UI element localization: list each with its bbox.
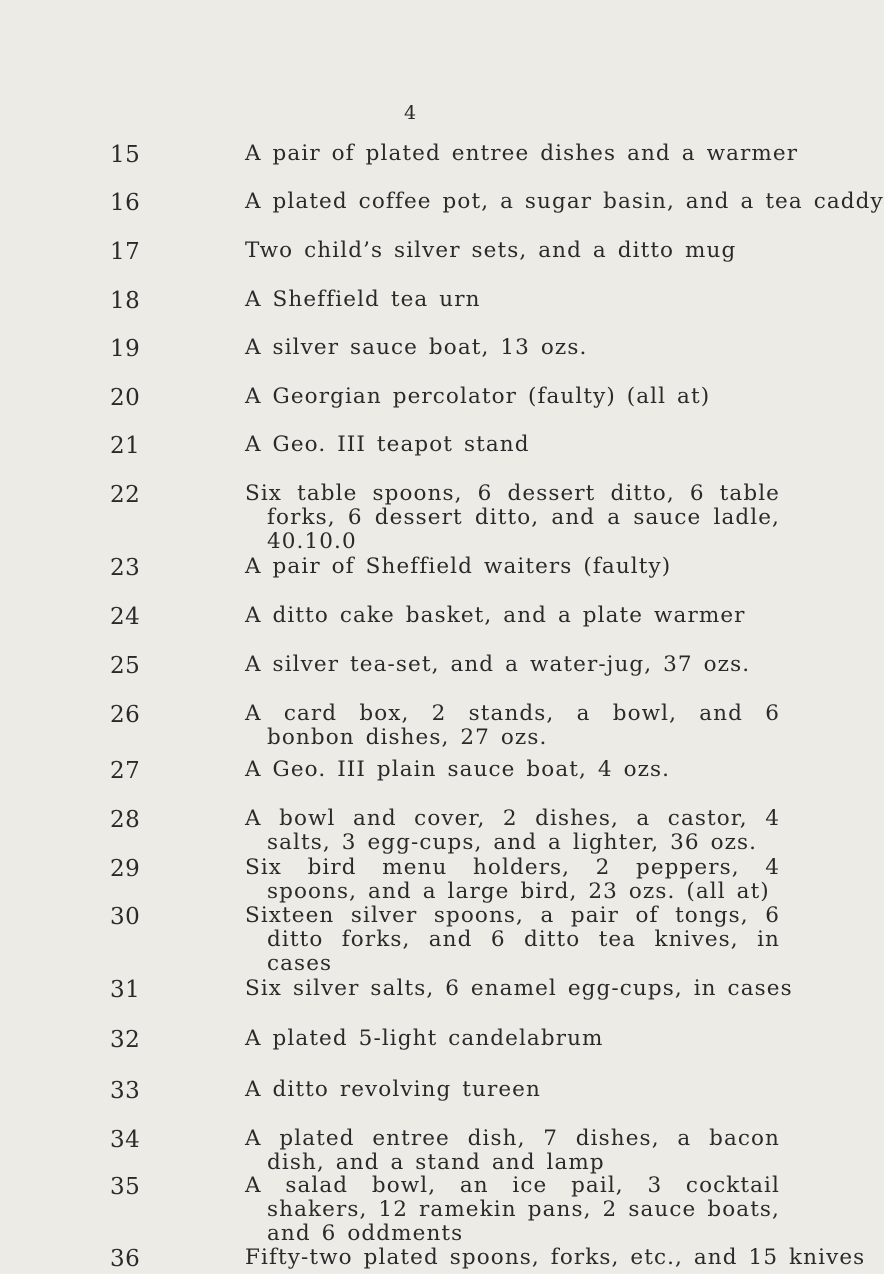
lot-description: A salad bowl, an ice pail, 3 cocktail shakers, 12 ramekin pans, 2 sauce boats, and 6 oddments bbox=[245, 1173, 780, 1246]
lot-description: A plated coffee pot, a sugar basin, and a tea caddy bbox=[245, 189, 884, 214]
lot-description: A ditto cake basket, and a plate warmer bbox=[245, 603, 746, 628]
lot-description: A bowl and cover, 2 dishes, a castor, 4 salts, 3 egg-cups, and a lighter, 36 ozs. bbox=[245, 806, 780, 855]
lot-number: 31 bbox=[110, 977, 141, 1003]
lot-description: Fifty-two plated spoons, forks, etc., and 15 knives bbox=[245, 1245, 866, 1270]
lot-number: 26 bbox=[110, 702, 141, 728]
page-number: 4 bbox=[404, 102, 417, 124]
lot-description: A ditto revolving tureen bbox=[245, 1077, 541, 1102]
lot-description: A plated 5-light candelabrum bbox=[245, 1026, 604, 1051]
lot-description: A Geo. III teapot stand bbox=[245, 432, 530, 457]
lot-description: A silver tea-set, and a water-jug, 37 ozs. bbox=[245, 652, 751, 677]
lot-number: 23 bbox=[110, 555, 141, 581]
lot-number: 24 bbox=[110, 604, 141, 630]
lot-number: 33 bbox=[110, 1078, 141, 1104]
lot-description: Sixteen silver spoons, a pair of tongs, 6 ditto forks, and 6 ditto tea knives, in cases bbox=[245, 903, 780, 976]
lot-number: 16 bbox=[110, 190, 141, 216]
lot-number: 36 bbox=[110, 1246, 141, 1272]
lot-description: A Georgian percolator (faulty) (all at) bbox=[245, 384, 711, 409]
lot-number: 34 bbox=[110, 1127, 141, 1153]
lot-description: A Geo. III plain sauce boat, 4 ozs. bbox=[245, 757, 671, 782]
lot-number: 20 bbox=[110, 385, 141, 411]
lot-number: 25 bbox=[110, 653, 141, 679]
lot-description: A pair of plated entree dishes and a warmer bbox=[245, 141, 799, 166]
lot-number: 15 bbox=[110, 142, 141, 168]
lot-description: A card box, 2 stands, a bowl, and 6 bonbon dishes, 27 ozs. bbox=[245, 701, 780, 750]
lot-number: 21 bbox=[110, 433, 141, 459]
lot-number: 19 bbox=[110, 336, 141, 362]
lot-description: A silver sauce boat, 13 ozs. bbox=[245, 335, 588, 360]
lot-description: A plated entree dish, 7 dishes, a bacon dish, and a stand and lamp bbox=[245, 1126, 780, 1175]
lot-number: 27 bbox=[110, 758, 141, 784]
lot-description: Six bird menu holders, 2 peppers, 4 spoons, and a large bird, 23 ozs. (all at) bbox=[245, 855, 780, 904]
lot-description: A pair of Sheffield waiters (faulty) bbox=[245, 554, 672, 579]
lot-description: Two child’s silver sets, and a ditto mug bbox=[245, 238, 737, 263]
lot-number: 28 bbox=[110, 807, 141, 833]
lot-number: 35 bbox=[110, 1174, 141, 1200]
lot-number: 18 bbox=[110, 288, 141, 314]
lot-number: 22 bbox=[110, 482, 141, 508]
lot-number: 29 bbox=[110, 856, 141, 882]
lot-number: 30 bbox=[110, 904, 141, 930]
lot-description: Six table spoons, 6 dessert ditto, 6 table forks, 6 dessert ditto, and a sauce ladle, 40.10.0 bbox=[245, 481, 780, 554]
lot-description: A Sheffield tea urn bbox=[245, 287, 481, 312]
lot-description: Six silver salts, 6 enamel egg-cups, in cases bbox=[245, 976, 793, 1001]
lot-number: 17 bbox=[110, 239, 141, 265]
lot-number: 32 bbox=[110, 1027, 141, 1053]
